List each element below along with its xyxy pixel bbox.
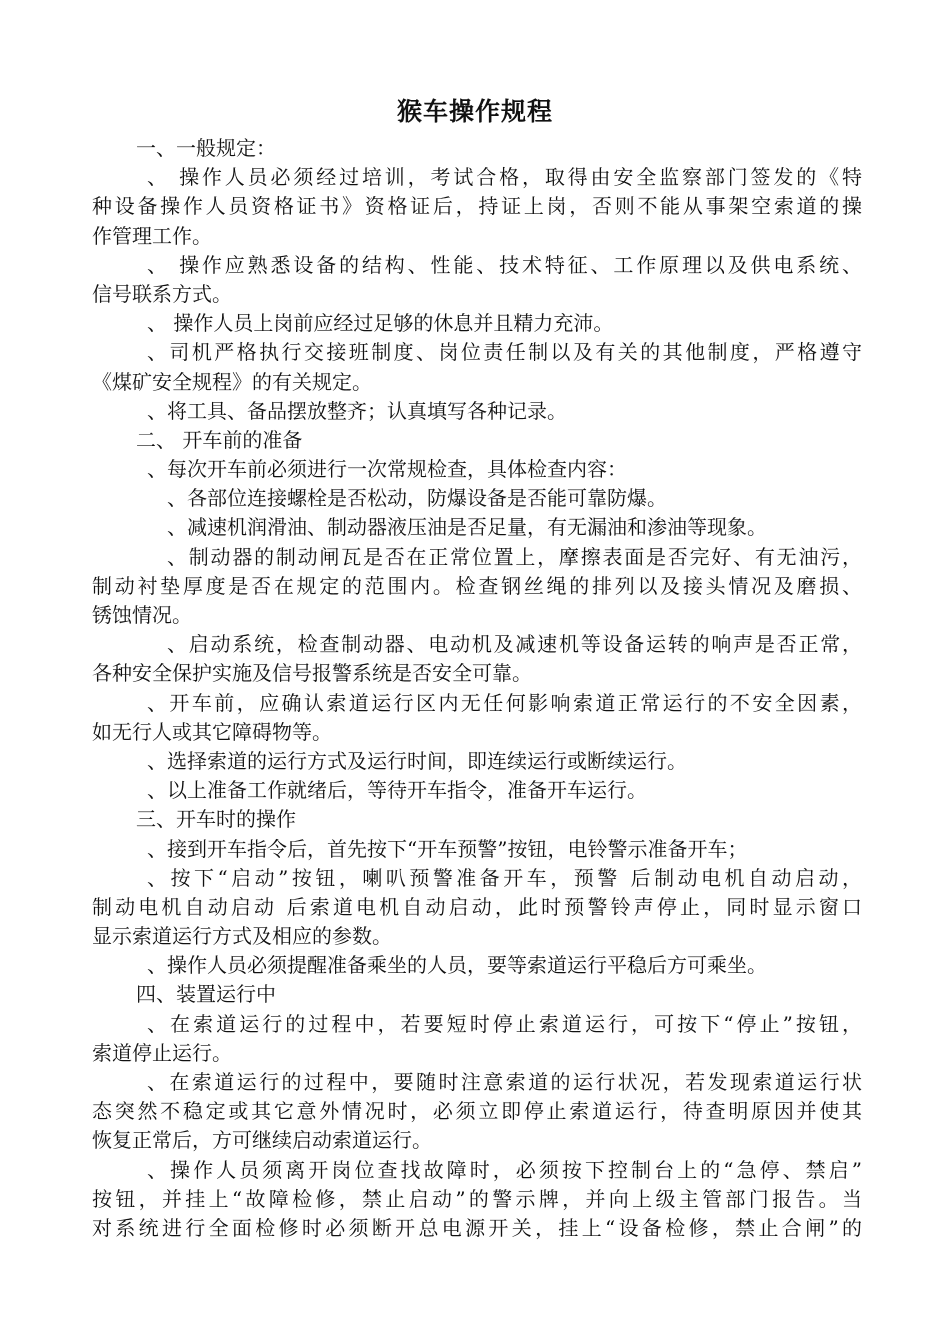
- document-title: 猴车操作规程: [396, 97, 553, 126]
- paragraph-line: 各种安全保护实施及信号报警系统是否安全可靠。: [92, 661, 532, 686]
- paragraph-line: 制动衬垫厚度是否在规定的范围内。检查钢丝绳的排列以及接头情况及磨损、: [92, 573, 862, 598]
- paragraph-line: 对系统进行全面检修时必须断开总电源开关，挂上“设备检修，禁止合闸”的: [92, 1215, 862, 1240]
- paragraph-line: 、 操作人员必须经过培训，考试合格，取得由安全监察部门签发的《特: [147, 165, 862, 190]
- paragraph-line: 、开车前，应确认索道运行区内无任何影响索道正常运行的不安全因素，: [147, 690, 862, 715]
- paragraph-line: 显示索道运行方式及相应的参数。: [92, 924, 392, 949]
- section-heading-running: 四、装置运行中: [136, 982, 276, 1007]
- paragraph-line: 、操作人员必须提醒准备乘坐的人员，要等索道运行平稳后方可乘坐。: [147, 953, 767, 978]
- paragraph-line: 信号联系方式。: [92, 281, 232, 306]
- paragraph-line: 、在索道运行的过程中，若要短时停止索道运行，可按下“停止”按钮，: [147, 1011, 862, 1036]
- paragraph-line: 、选择索道的运行方式及运行时间，即连续运行或断续运行。: [147, 748, 687, 773]
- section-heading-general: 一、一般规定：: [136, 136, 276, 160]
- paragraph-line: 、以上准备工作就绪后，等待开车指令，准备开车运行。: [147, 778, 647, 803]
- section-heading-starting: 三、开车时的操作: [136, 807, 296, 832]
- document-body: [92, 134, 862, 1243]
- paragraph-line: 作管理工作。: [92, 223, 212, 248]
- paragraph-line: 如无行人或其它障碍物等。: [92, 719, 332, 744]
- paragraph-line: 态突然不稳定或其它意外情况时，必须立即停止索道运行，待查明原因并使其: [92, 1099, 862, 1124]
- paragraph-line: 、接到开车指令后，首先按下“开车预警”按钮，电铃警示准备开车；: [147, 836, 748, 861]
- paragraph-line: 《煤矿安全规程》的有关规定。: [92, 369, 372, 394]
- paragraph-line: 、操作人员须离开岗位查找故障时，必须按下控制台上的“急停、禁启”: [147, 1157, 862, 1182]
- paragraph-line: 锈蚀情况。: [92, 603, 192, 627]
- paragraph-line: 按钮，并挂上“故障检修，禁止启动”的警示牌，并向上级主管部门报告。当: [92, 1186, 862, 1211]
- paragraph-line: 制动电机自动启动 后索道电机自动启动，此时预警铃声停止，同时显示窗口: [92, 894, 862, 919]
- paragraph-line: 、每次开车前必须进行一次常规检查，具体检查内容：: [147, 457, 627, 482]
- paragraph-line: 、 操作人员上岗前应经过足够的休息并且精力充沛。: [147, 311, 614, 336]
- paragraph-line: 、各部位连接螺栓是否松动，防爆设备是否能可靠防爆。: [167, 486, 667, 511]
- section-heading-preparation: 二、 开车前的准备: [136, 427, 303, 452]
- paragraph-line: 、将工具、备品摆放整齐；认真填写各种记录。: [147, 398, 567, 423]
- paragraph-line: 、制动器的制动闸瓦是否在正常位置上，摩擦表面是否完好、有无油污，: [167, 544, 862, 569]
- paragraph-line: 恢复正常后，方可继续启动索道运行。: [92, 1128, 432, 1153]
- paragraph-line: 、司机严格执行交接班制度、岗位责任制以及有关的其他制度，严格遵守: [147, 340, 862, 365]
- paragraph-line: 、按下“启动”按钮，喇叭预警准备开车，预警 后制动电机自动启动，: [147, 865, 862, 890]
- paragraph-line: 种设备操作人员资格证书》资格证后，持证上岗，否则不能从事架空索道的操: [92, 194, 862, 219]
- paragraph-line: 、在索道运行的过程中，要随时注意索道的运行状况，若发现索道运行状: [147, 1070, 862, 1094]
- paragraph-line: 、减速机润滑油、制动器液压油是否足量，有无漏油和渗油等现象。: [167, 515, 767, 540]
- paragraph-line: 、 操作应熟悉设备的结构、性能、技术特征、工作原理以及供电系统、: [147, 252, 862, 277]
- paragraph-line: 索道停止运行。: [92, 1040, 232, 1065]
- paragraph-line: 、启动系统，检查制动器、电动机及减速机等设备运转的响声是否正常，: [167, 632, 862, 657]
